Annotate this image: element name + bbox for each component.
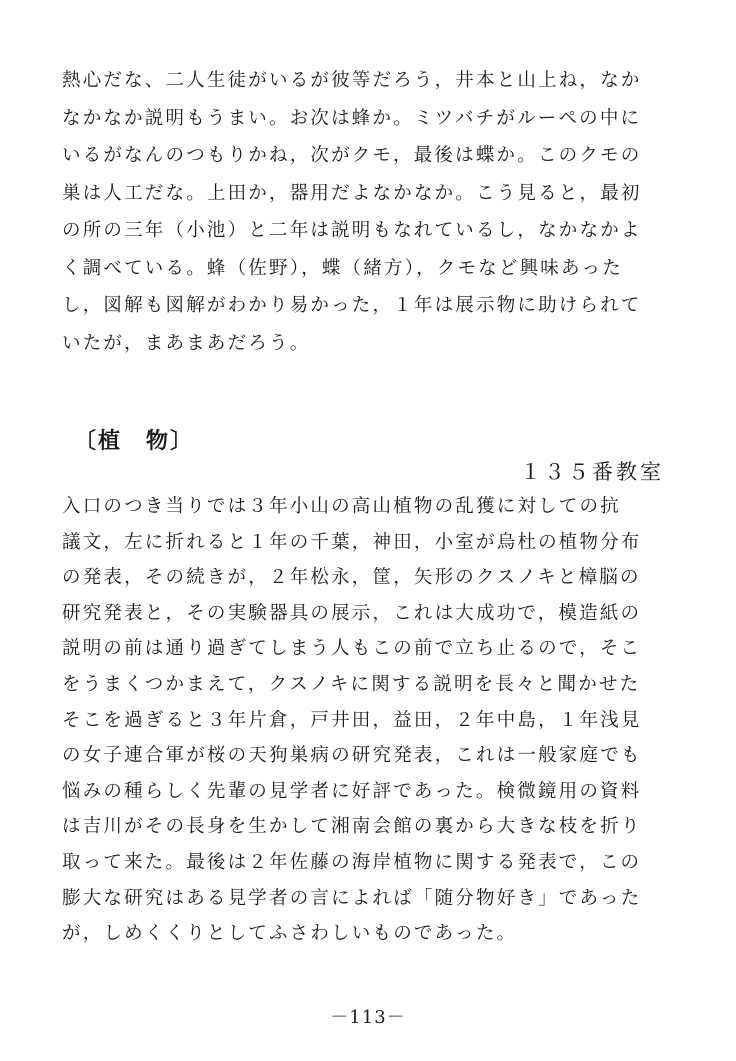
text-line: 入口のつき当りでは３年小山の高山植物の乱獲に対しての抗	[62, 496, 621, 517]
text-line: いるがなんのつもりかね，次がクモ，最後は蝶か。このクモの	[62, 145, 642, 166]
text-line: 議文，左に折れると１年の千葉，神田，小室が烏杜の植物分布	[62, 531, 642, 553]
text-line: の女子連合軍が桜の天狗巣病の研究発表，これは一般家庭でも	[62, 745, 642, 767]
text-line: し，図解も図解がわかり易かった，１年は展示物に助けられて	[62, 295, 642, 316]
text-line: 説明の前は通り過ぎてしまう人もこの前で立ち止るので，そこ	[62, 638, 642, 660]
text-line: は吉川がその長身を生かして湘南会館の裏から大きな枝を折り	[62, 816, 642, 838]
paragraph-insects-review	[62, 62, 682, 362]
text-line: 巣は人工だな。上田か，器用だよなかなか。こう見ると，最初	[62, 182, 642, 204]
text-line: 熱心だな、二人生徒がいるが彼等だろう，井本と山上ね，なか	[62, 70, 642, 91]
text-line: 研究発表と，その実験器具の展示，これは大成功で，模造紙の	[62, 602, 642, 624]
text-line: 膨大な研究はある見学者の言によれば「随分物好き」であった	[62, 887, 642, 909]
text-line: そこを過ぎると３年片倉，戸井田，益田，２年中島，１年浅見	[62, 709, 642, 731]
page-number: －113－	[330, 1007, 406, 1028]
text-line: いたが，まあまあだろう。	[62, 332, 311, 354]
text-line: の所の三年（小池）と二年は説明もなれているし，なかなかよ	[62, 220, 642, 241]
text-line: をうまくつかまえて，クスノキに関する説明を長々と聞かせた	[62, 673, 641, 695]
room-label: １３５番教室	[520, 460, 664, 484]
text-line: なかなか説明もうまい。お次は蜂か。ミツバチがルーペの中に	[62, 107, 642, 129]
text-line: が，しめくくりとしてふさわしいものであった。	[62, 923, 518, 945]
text-line: の発表，その続きが，２年松永，筐，矢形のクスノキと樟脳の	[62, 567, 641, 589]
paragraph-plants-report	[62, 489, 682, 952]
section-heading-plants: 〔植 物〕	[74, 428, 195, 454]
text-line: 悩みの種らしく先輩の見学者に好評であった。検微鏡用の資料	[62, 780, 642, 802]
text-line: 取って来た。最後は２年佐藤の海岸植物に関する発表で，この	[62, 851, 642, 873]
text-line: く調べている。蜂（佐野），蝶（緒方），クモなど興味あった	[62, 257, 623, 279]
